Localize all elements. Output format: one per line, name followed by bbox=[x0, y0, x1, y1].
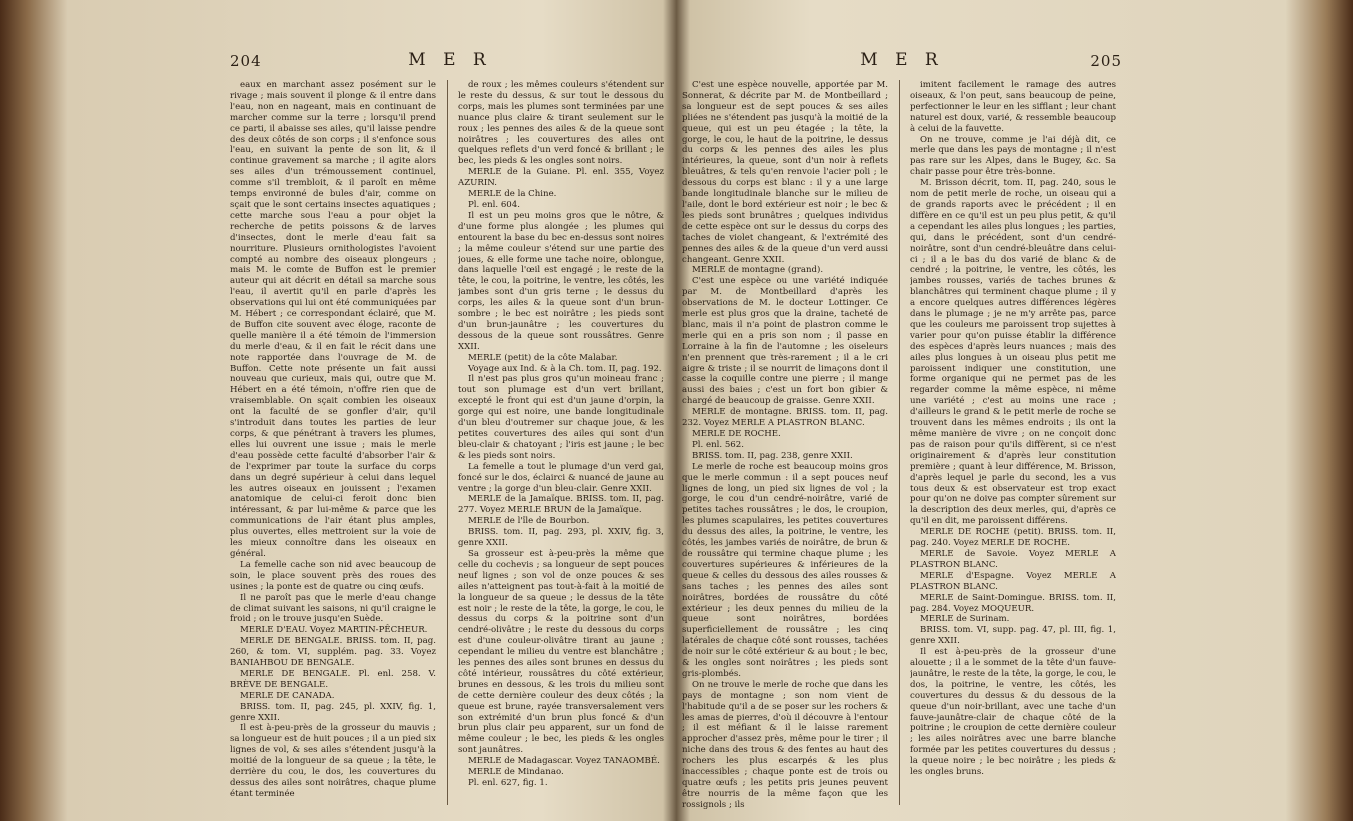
paragraph: Voyage aux Ind. & à la Ch. tom. II, pag. 192. bbox=[468, 363, 662, 374]
right-page-number: 205 bbox=[1090, 52, 1122, 70]
paragraph: BRISS. tom. VI, supp. pag. 47, pl. III, fig. 1, genre XXII. bbox=[910, 625, 1116, 647]
paragraph: Il n'est pas plus gros qu'un moineau franc ; tout son plumage est d'un vert brillant, excepté le front qui est d'un jaune d'orpin, la gorge qui est noire, une bande longitudinale d'un bleu d'outremer sur chaque joue, & les petites couvertures des ailes qui sont d'un bleu-clair & chatoyant ; l'iris est jaune ; le bec & les pieds sont noirs. bbox=[458, 374, 664, 461]
paragraph: MERLE de Savoie. Voyez MERLE A PLASTRON BLANC. bbox=[910, 548, 1116, 570]
paragraph: MERLE DE ROCHE (petit). BRISS. tom. II, pag. 240. Voyez MERLE DE ROCHE. bbox=[910, 527, 1116, 549]
paragraph: de roux ; les mêmes couleurs s'étendent sur le reste du dessus, & sur tout le dessous du corps, mais les plumes sont terminées par une nuance plus claire & tirant seulement sur le roux ; les pennes des ailes & de la queue sont noirâtres ; les couvertures des ailes ont quelques reflets d'un verd foncé & brillant ; le bec, les pieds & les ongles sont noirs. bbox=[458, 80, 664, 167]
paragraph: MERLE (petit) de la côte Malabar. bbox=[468, 352, 618, 363]
paragraph: MERLE de l'île de Bourbon. bbox=[468, 516, 590, 527]
paragraph: BRISS. tom. II, pag. 293, pl. XXIV, fig. 3, genre XXII. bbox=[458, 527, 664, 549]
paragraph: MERLE DE CANADA. bbox=[240, 690, 335, 701]
paragraph: MERLE de Mindanao. bbox=[468, 767, 564, 778]
paragraph: MERLE de Saint-Domingue. BRISS. tom. II, pag. 284. Voyez MOQUEUR. bbox=[910, 592, 1116, 614]
paragraph: On ne trouve le merle de roche que dans les pays de montagne ; son nom vient de l'habitude qu'il a de se poser sur les rochers & les amas de pierres, d'où il découvre à l'entour ; il est méfiant & il le laisse rarement approcher d'assez près, même pour le tirer ; il niche dans des trous & des fentes au haut des rochers les plus escarpés & les plus inaccessibles ; chaque ponte est de trois ou quatre œufs ; les petits pris jeunes peuvent être nourris de la même façon que les rossignols ; ils bbox=[682, 679, 888, 810]
paragraph: MERLE d'Espagne. Voyez MERLE A PLASTRON BLANC. bbox=[910, 570, 1116, 592]
paragraph: BRISS. tom. II, pag. 238, genre XXII. bbox=[692, 450, 853, 461]
right-column-2 bbox=[910, 80, 1116, 811]
left-page bbox=[230, 40, 670, 811]
paragraph: Il est à-peu-près de la grosseur d'une alouette ; il a le sommet de la tête d'un fauve-jaunâtre, le reste de la tête, la gorge, le cou, le dos, la poitrine, le ventre, les côtés, les couvertures du dessus & du dessous de la queue d'un noir-brillant, avec une tache d'un fauve-jaunâtre-clair de chaque côté de la poitrine ; le croupion de cette dernière couleur ; les ailes noirâtres avec une barre blanche formée par les petites couvertures du dessus ; la queue noire ; le bec noirâtre ; les pieds & les ongles bruns. bbox=[910, 647, 1116, 778]
left-head-title: M E R bbox=[408, 50, 492, 70]
paragraph: MERLE de la Jamaïque. BRISS. tom. II, pag. 277. Voyez MERLE BRUN de la Jamaïque. bbox=[458, 494, 664, 516]
paragraph: MERLE de Surinam. bbox=[920, 614, 1010, 625]
paragraph: BRISS. tom. II, pag. 245, pl. XXIV, fig. 1, genre XXII. bbox=[230, 701, 436, 723]
column-rule bbox=[899, 80, 900, 805]
left-column-1 bbox=[230, 80, 436, 811]
paragraph: Sa grosseur est à-peu-près la même que celle du cochevis ; sa longueur de sept pouces neuf lignes ; son vol de onze pouces & ses ailes n'atteignent pas tout-à-fait à la moitié de la longueur de sa queue ; le dessus de la tête est noir ; le reste de la tête, la gorge, le cou, le dessus du corps & la poitrine sont d'un cendré-olivâtre ; le reste du dessous du corps est d'une couleur-olivâtre tirant au jaune ; cependant le milieu du ventre est blanchâtre ; les pennes des ailes sont brunes en dessus du côté intérieur, roussâtres du côté extérieur, brunes en dessous, & les trois du milieu sont de cette dernière couleur des deux côtés ; la queue est brune, rayée transversalement vers son extrémité d'un brun plus foncé & d'un brun plus clair peu apparent, sur un fond de même couleur ; le bec, les pieds & les ongles sont jaunâtres. bbox=[458, 548, 664, 756]
column-rule bbox=[447, 80, 448, 805]
paragraph: La femelle a tout le plumage d'un verd gai, foncé sur le dos, éclairci & nuancé de jaune au ventre ; la gorge d'un bleu-clair. Genre XXII. bbox=[458, 461, 664, 494]
paragraph: La femelle cache son nid avec beaucoup de soin, le place souvent près des roues des usines ; la ponte est de quatre ou cinq œufs. bbox=[230, 559, 436, 592]
paragraph: MERLE de Madagascar. Voyez TANAOMBÉ. bbox=[468, 756, 660, 767]
right-page bbox=[682, 40, 1122, 811]
paragraph: Il est un peu moins gros que le nôtre, & d'une forme plus alongée ; les plumes qui entourent la base du bec en-dessus sont noires ; la même couleur s'étend sur une partie des joues, & elle forme une tache noire, oblongue, dans laquelle l'œil est engagé ; le reste de la tête, le cou, la poitrine, le ventre, les côtés, les jambes sont d'un gris terne ; le dessus du corps, les ailes & la queue sont d'un brun-sombre ; le bec est noirâtre ; les pieds sont d'un brun-jaunâtre ; les couvertures du dessous de la queue sont roussâtres. Genre XXII. bbox=[458, 210, 664, 352]
right-head-title: M E R bbox=[860, 50, 944, 70]
paragraph: C'est une espèce ou une variété indiquée par M. de Montbeillard d'après les observations de M. le docteur Lottinger. Ce merle est plus gros que la draine, tacheté de blanc, mais il n'a point de plastron comme le merle qui en a pris son nom ; il passe en Lorraine à la fin de l'automne ; les oiseleurs n'en prennent que très-rarement ; il a le cri aigre & triste ; il se nourrit de limaçons dont il casse la coquille contre une pierre ; il mange aussi des baies ; c'est un fort bon gibier & chargé de beaucoup de graisse. Genre XXII. bbox=[682, 276, 888, 407]
paragraph: Pl. enl. 604. bbox=[468, 199, 520, 210]
paragraph: MERLE DE BENGALE. Pl. enl. 258. V. BRÈVE DE BENGALE. bbox=[230, 668, 436, 690]
paragraph: Pl. enl. 627, fig. 1. bbox=[468, 778, 548, 788]
left-running-head bbox=[230, 50, 670, 74]
paragraph: On ne trouve, comme je l'ai déjà dit, ce merle que dans les pays de montagne ; il n'est pas rare sur les Alpes, dans le Bugey, &c. Sa chair passe pour être très-bonne. bbox=[910, 134, 1116, 178]
paragraph: imitent facilement le ramage des autres oiseaux, & l'on peut, sans beaucoup de peine, perfectionner le leur en les sifflant ; leur chant naturel est doux, varié, & ressemble beaucoup à celui de la fauvette. bbox=[910, 80, 1116, 134]
paragraph: MERLE DE ROCHE. bbox=[692, 429, 781, 439]
paragraph: MERLE DE BENGALE. BRISS. tom. II, pag. 260, & tom. VI, supplém. pag. 33. Voyez BANIAHBOU DE BENGALE. bbox=[230, 636, 436, 669]
paragraph: MERLE D'EAU. Voyez MARTIN-PÊCHEUR. bbox=[240, 625, 428, 636]
left-page-number: 204 bbox=[230, 52, 262, 70]
paragraph: Il ne paroît pas que le merle d'eau change de climat suivant les saisons, ni qu'il craigne le froid ; on le trouve jusqu'en Suède. bbox=[230, 592, 436, 625]
paragraph: MERLE de la Guiane. Pl. enl. 355, Voyez AZURIN. bbox=[458, 167, 664, 189]
right-column-1 bbox=[682, 80, 888, 811]
paragraph: Le merle de roche est beaucoup moins gros que le merle commun : il a sept pouces neuf lignes de long, un pied six lignes de vol ; la gorge, le cou d'un cendré-noirâtre, varié de petites taches roussâtres ; le dos, le croupion, les plumes scapulaires, les petites couvertures du dessus des ailes, la poitrine, le ventre, les côtés, les jambes variés de noirâtre, de brun & de roussâtre qui termine chaque plume ; les couvertures supérieures & inférieures de la queue & celles du dessous des ailes rousses & sans taches ; les pennes des ailes sont noirâtres, bordées de roussâtre du côté extérieur ; les deux pennes du milieu de la queue sont noirâtres, bordées superficiellement de roussâtre ; les cinq latérales de chaque côté sont rousses, tachées de noir sur le côté extérieur & au bout ; le bec, & les ongles sont noirâtres ; les pieds sont gris-plombés. bbox=[682, 461, 888, 679]
paragraph: Il est à-peu-près de la grosseur du mauvis ; sa longueur est de huit pouces ; il a un pied six lignes de vol, & ses ailes s'étendent jusqu'à la moitié de la longueur de sa queue ; la tête, le derrière du cou, le dos, les couvertures du dessus des ailes sont noirâtres, chaque plume étant terminée bbox=[230, 723, 436, 799]
paragraph: M. Brisson décrit, tom. II, pag. 240, sous le nom de petit merle de roche, un oiseau qui a de grands raports avec le précédent ; il en diffère en ce qu'il est un peu plus petit, & qu'il a cependant les ailes plus longues ; les parties, qui, dans le précédent, sont d'un cendré-noirâtre, sont d'un cendré-bleuâtre dans celui-ci ; il a le bas du dos varié de blanc & de cendré ; la poitrine, le ventre, les côtés, les jambes rousses, variés de taches brunes & blanchâtres qui terminent chaque plume ; il y a encore quelques autres différences légères dans le plumage ; je ne m'y arrête pas, parce que les couleurs me paroissent trop sujettes à varier pour qu'on puisse établir la différence des espèces d'après leurs nuances ; mais des ailes plus longues à un oiseau plus petit me paroissent indiquer une constitution, une forme organique qui ne permet pas de les regarder comme la même espèce, ni même une variété ; c'est au moins une race ; d'ailleurs le grand & le petit merle de roche se trouvent dans les mêmes endroits ; ils ont la même manière de vivre ; on ne conçoit donc pas de raison pour qu'ils diffèrent, si ce n'est originairement & d'après leur constitution première ; quant à leur différence, M. Brisson, d'après lequel je parle du second, les a vus tous deux & est observateur est trop exact pour qu'on ne doive pas compter sûrement sur la description des deux merles, qui, d'après ce qu'il en dit, me paroissent différens. bbox=[910, 178, 1116, 527]
paragraph: MERLE de montagne (grand). bbox=[692, 265, 824, 276]
paragraph: MERLE de la Chine. bbox=[468, 189, 557, 200]
paragraph: Pl. enl. 562. bbox=[692, 439, 744, 450]
right-running-head bbox=[682, 50, 1122, 74]
left-column-2 bbox=[458, 80, 664, 811]
paragraph: MERLE de montagne. BRISS. tom. II, pag. 232. Voyez MERLE A PLASTRON BLANC. bbox=[682, 407, 888, 429]
paragraph: C'est une espèce nouvelle, apportée par M. Sonnerat, & décrite par M. de Montbeillard ; sa longueur est de sept pouces & ses ailes pliées ne s'étendent pas jusqu'à la moitié de la queue, qui est un peu étagée ; la tête, la gorge, le cou, le haut de la poitrine, le dessus du corps & les pennes des ailes les plus intérieures, la queue, sont d'un noir à reflets bleuâtres, & tels qu'en renvoie l'acier poli ; le dessous du corps est blanc : il y a une large bande longitudinale blanche sur le milieu de l'aile, dont le bord extérieur est noir ; le bec & les pieds sont brunâtres ; quelques individus de cette espèce ont sur le dessus du corps des taches de violet changeant, & l'extrémité des pennes des ailes & de la queue d'un verd aussi changeant. Genre XXII. bbox=[682, 80, 888, 265]
paragraph: eaux en marchant assez posément sur le rivage ; mais souvent il plonge & il entre dans l'eau, non en nageant, mais en continuant de marcher comme sur la terre ; lorsqu'il prend ce parti, il abaisse ses ailes, qu'il laisse pendre des deux côtés de son corps ; il s'enfonce sous l'eau, en suivant la pente de son lit, & il continue gravement sa marche ; il agite alors ses ailes d'un trémoussement continuel, comme s'il trembloit, & il paroît en même temps environné de bules d'air, comme on sçait que le sont certains insectes aquatiques ; cette marche sous l'eau a pour objet la recherche de petits poissons & de larves d'insectes, dont le merle d'eau fait sa nourriture. Plusieurs ornithologistes l'avoient compté au nombre des oiseaux plongeurs ; mais M. le comte de Buffon est le premier auteur qui ait décrit en détail sa marche sous l'eau, il avertit qu'il en parle d'après les observations qui lui ont été communiquées par M. Hébert ; ce correspondant éclairé, que M. de Buffon cite souvent avec éloge, raconte de quelle manière il a été témoin de l'immersion du merle d'eau, & il en fait le récit dans une note rapportée dans l'ouvrage de M. de Buffon. Cette note présente un fait aussi nouveau que curieux, mais qui, outre que M. Hébert en a été témoin, n'offre rien que de vraisemblable. On sçait combien les oiseaux ont la faculté de se gonfler d'air, qu'il s'introduit dans toutes les parties de leur corps, & que pénétrant à travers les plumes, elles lui ouvrent une issue ; mais le merle d'eau possède cette faculté d'absorber l'air & de l'exprimer par toute la surface du corps dans un degré supérieur à celui dans lequel les autres oiseaux en jouissent ; l'examen anatomique de celui-ci feroit donc bien intéressant, & par lui-même & parce que les communications de l'air étant plus amples, plus ouvertes, elles mettroient sur la voie de les mieux connoître dans les oiseaux en général. bbox=[230, 80, 436, 559]
